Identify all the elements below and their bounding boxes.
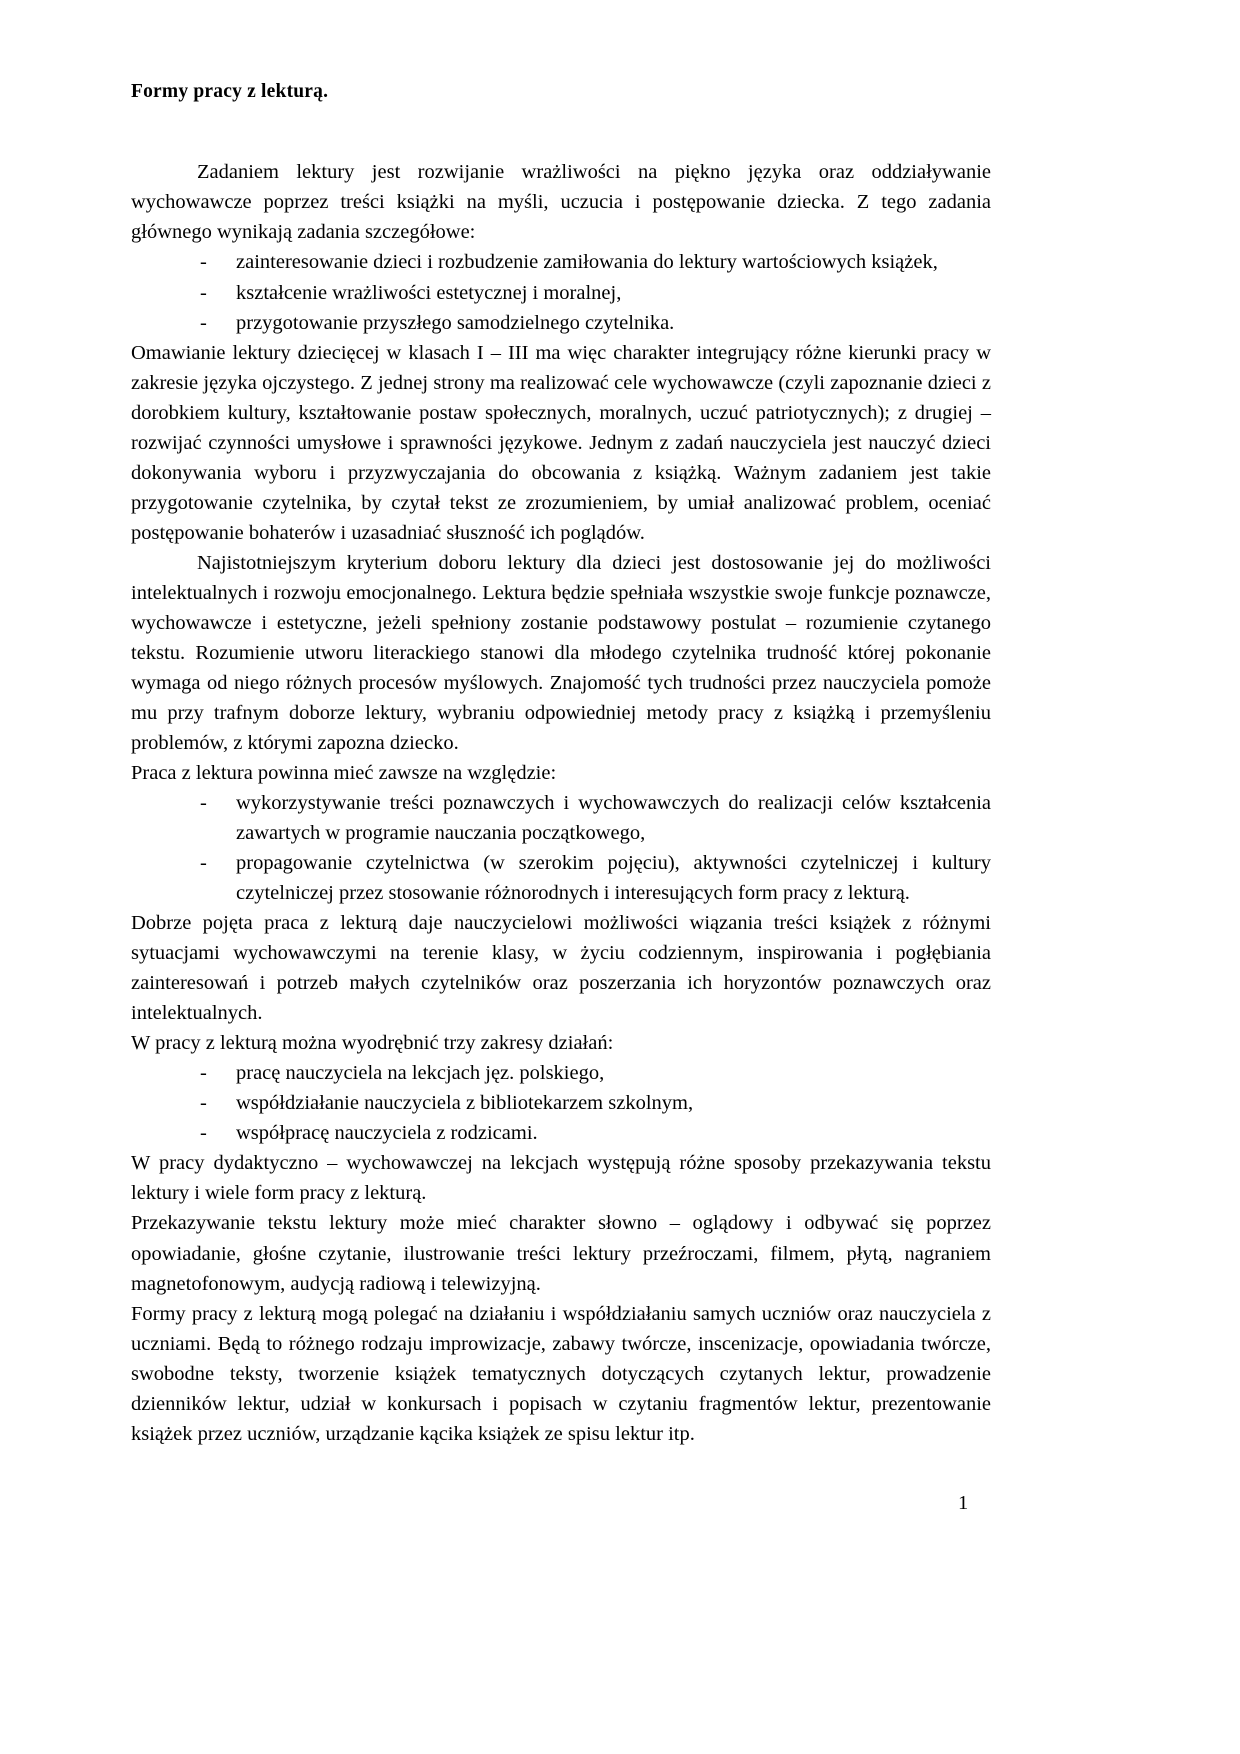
list-item <box>131 848 991 908</box>
dash-marker-icon: - <box>200 1122 207 1145</box>
dash-marker-icon: - <box>200 251 207 274</box>
dash-marker-icon: - <box>200 1062 207 1085</box>
list-item <box>131 1088 991 1118</box>
list-item-label: propagowanie czytelnictwa (w szerokim pojęciu), aktywności czytelniczej i kultury czytelniczej przez stosowanie różnorodnych i interesujących form pracy z lekturą. <box>236 852 991 905</box>
bullet-list-goals <box>131 247 991 337</box>
list-item <box>131 1058 991 1088</box>
paragraph-work-intro: Praca z lektura powinna mieć zawsze na względzie: <box>131 762 557 785</box>
dash-marker-icon: - <box>200 281 207 304</box>
dash-marker-icon: - <box>200 1092 207 1115</box>
list-item-label: pracę nauczyciela na lekcjach jęz. polskiego, <box>236 1062 605 1085</box>
title-spacer <box>131 103 991 157</box>
list-item-label: współpracę nauczyciela z rodzicami. <box>236 1122 538 1145</box>
list-item <box>131 788 991 848</box>
paragraph-intro: Zadaniem lektury jest rozwijanie wrażliwości na piękno języka oraz oddziaływanie wychowawcze poprzez treści książki na myśli, uczucia i postępowanie dziecka. Z tego zadania głównego wynikają zadania szczegółowe: <box>131 161 991 244</box>
paragraph-scopes-intro: W pracy z lekturą można wyodrębnić trzy zakresy działań: <box>131 1032 614 1055</box>
bullet-list-principles <box>131 788 991 908</box>
paragraph-didactic: W pracy dydaktyczno – wychowawczej na lekcjach występują różne sposoby przekazywania tekstu lektury i wiele form pracy z lekturą. <box>131 1152 991 1205</box>
dash-marker-icon: - <box>200 311 207 334</box>
list-item-label: kształcenie wrażliwości estetycznej i moralnej, <box>236 281 622 304</box>
list-item-label: współdziałanie nauczyciela z bibliotekarzem szkolnym, <box>236 1092 694 1115</box>
paragraph-benefits: Dobrze pojęta praca z lekturą daje nauczycielowi możliwości wiązania treści książek z różnymi sytuacjami wychowawczymi na terenie klasy, w życiu codziennym, inspirowania i pogłębiania zainteresowań i potrzeb małych czytelników oraz poszerzania ich horyzontów poznawczych oraz intelektualnych. <box>131 912 991 1025</box>
list-item-label: wykorzystywanie treści poznawczych i wychowawczych do realizacji celów kształcenia zawartych w programie nauczania początkowego, <box>236 792 991 845</box>
list-item <box>131 278 991 308</box>
paragraph-discussion: Omawianie lektury dziecięcej w klasach I – III ma więc charakter integrujący różne kierunki pracy w zakresie języka ojczystego. Z jednej strony ma realizować cele wychowawcze (czyli zapoznanie dzieci z dorobkiem kultury, kształtowanie postaw społecznych, moralnych, uczuć patriotycznych); z drugiej – rozwijać czynności umysłowe i sprawności językowe. Jednym z zadań nauczyciela jest nauczyć dzieci dokonywania wyboru i przyzwyczajania do obcowania z książką. Ważnym zadaniem jest takie przygotowanie czytelnika, by czytał tekst ze zrozumieniem, by umiał analizować problem, oceniać postępowanie bohaterów i uzasadniać słuszność ich poglądów. <box>131 341 991 544</box>
list-item-label: przygotowanie przyszłego samodzielnego czytelnika. <box>236 311 675 334</box>
list-item <box>131 1118 991 1148</box>
paragraph-transmission: Przekazywanie tekstu lektury może mieć charakter słowno – oglądowy i odbywać się poprzez opowiadanie, głośne czytanie, ilustrowanie treści lektury przeźroczami, filmem, płytą, nagraniem magnetofonowym, audycją radiową i telewizyjną. <box>131 1212 991 1295</box>
list-item-label: zainteresowanie dzieci i rozbudzenie zamiłowania do lektury wartościowych książek, <box>236 251 938 274</box>
paragraph-forms: Formy pracy z lekturą mogą polegać na działaniu i współdziałaniu samych uczniów oraz nauczyciela z uczniami. Będą to różnego rodzaju improwizacje, zabawy twórcze, inscenizacje, opowiadania twórcze, swobodne teksty, tworzenie książek tematycznych dotyczących czytanych lektur, prowadzenie dzienników lektur, udział w konkursach i popisach w czytaniu fragmentów lektur, prezentowanie książek przez uczniów, urządzanie kącika książek ze spisu lektur itp. <box>131 1302 991 1445</box>
paragraph-criteria: Najistotniejszym kryterium doboru lektury dla dzieci jest dostosowanie jej do możliwości intelektualnych i rozwoju emocjonalnego. Lektura będzie spełniała wszystkie swoje funkcje poznawcze, wychowawcze i estetyczne, jeżeli spełniony zostanie podstawowy postulat – rozumienie czytanego tekstu. Rozumienie utworu literackiego stanowi dla młodego czytelnika trudność której pokonanie wymaga od niego różnych procesów myślowych. Znajomość tych trudności przez nauczyciela pomoże mu przy trafnym doborze lektury, wybraniu odpowiedniej metody pracy z książką i przemyśleniu problemów, z którymi zapozna dziecko. <box>131 551 991 754</box>
page-number: 1 <box>958 1492 969 1514</box>
document-body <box>131 80 991 1449</box>
dash-marker-icon: - <box>200 792 207 815</box>
list-item <box>131 308 991 338</box>
dash-marker-icon: - <box>200 852 207 875</box>
list-item <box>131 247 991 277</box>
page-title: Formy pracy z lekturą. <box>131 81 329 102</box>
bullet-list-scopes <box>131 1058 991 1148</box>
